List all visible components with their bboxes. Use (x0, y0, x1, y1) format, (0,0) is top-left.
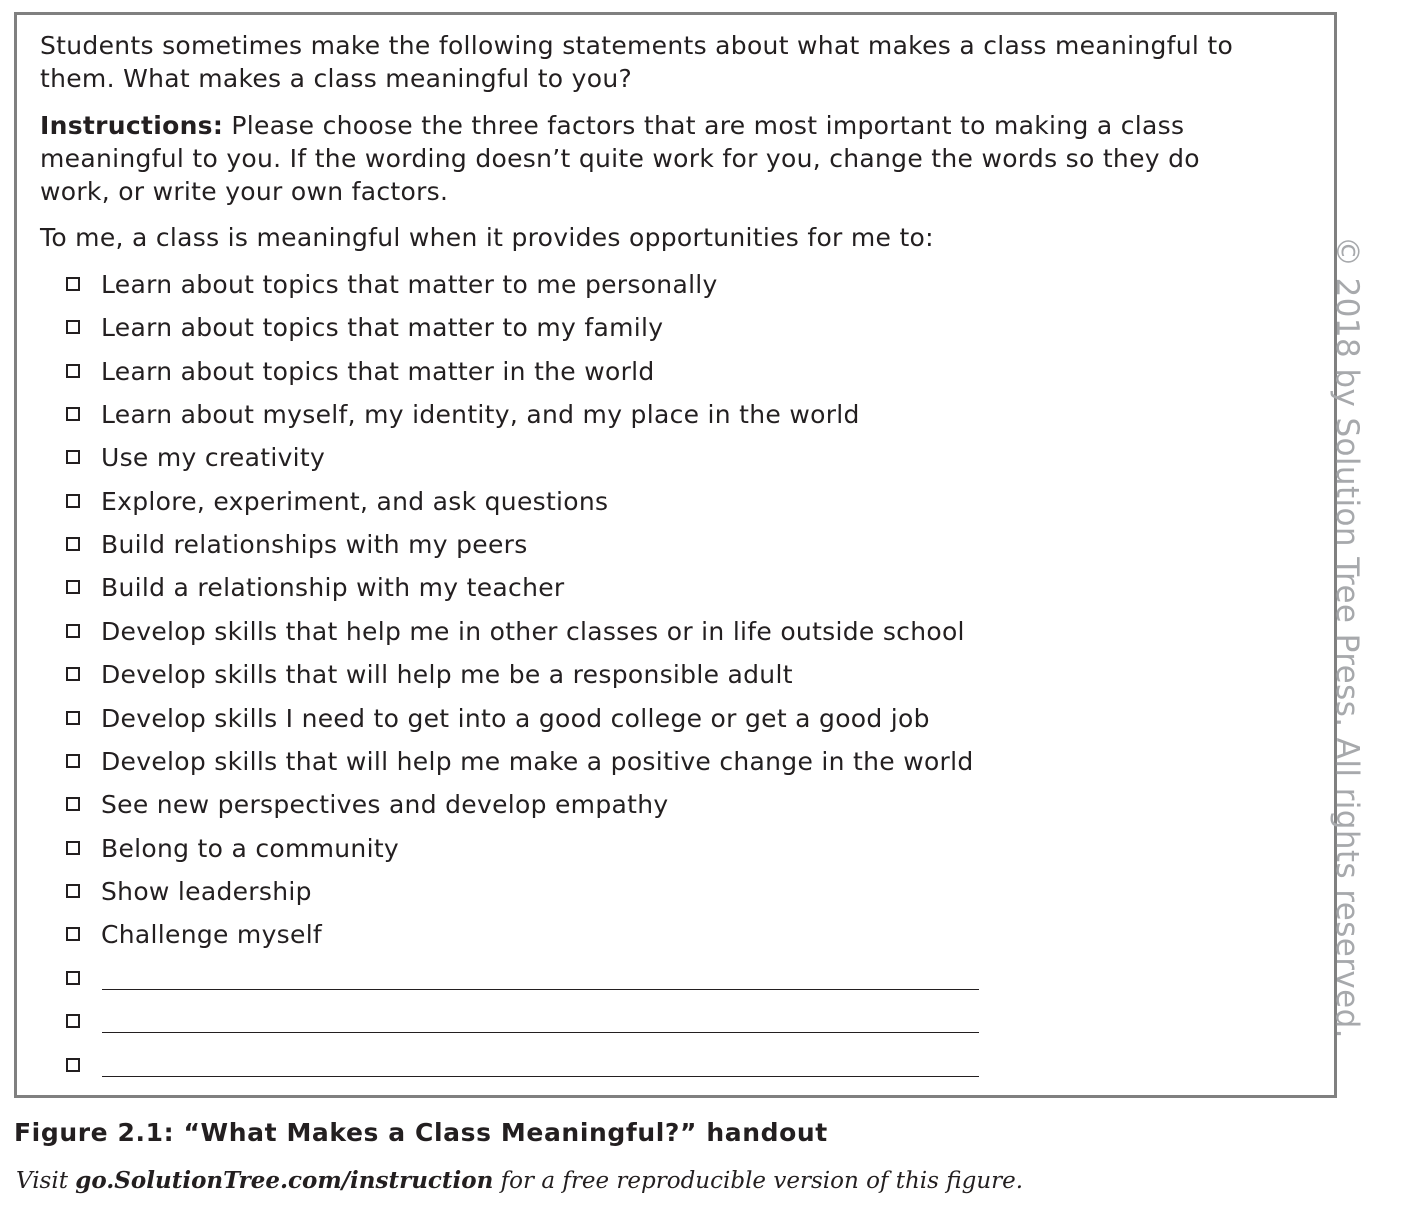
checklist-item[interactable] (66, 572, 565, 602)
checkbox[interactable] (66, 580, 80, 594)
checkbox[interactable] (66, 407, 80, 421)
checkbox[interactable] (66, 797, 80, 811)
checkbox[interactable] (66, 711, 80, 725)
checkbox[interactable] (66, 320, 80, 334)
checkbox[interactable] (66, 537, 80, 551)
checklist-item-label: Develop skills that will help me be a responsible adult (101, 659, 793, 689)
checklist-item-label: Learn about topics that matter to me personally (101, 269, 718, 299)
footer-note (16, 1167, 1023, 1194)
checklist-item[interactable] (66, 876, 312, 906)
checkbox[interactable] (66, 1014, 80, 1028)
checklist-item[interactable] (66, 789, 668, 819)
checklist-item-label: Use my creativity (101, 442, 326, 472)
checklist-item-label: Challenge myself (101, 919, 323, 949)
checklist-item-label: Develop skills that help me in other classes or in life outside school (101, 616, 965, 646)
checklist-item-label: See new perspectives and develop empathy (101, 789, 669, 819)
intro-line-2: them. What makes a class meaningful to you? (40, 64, 633, 93)
checklist-item[interactable] (66, 356, 655, 386)
checklist-item[interactable] (66, 659, 793, 689)
checkbox[interactable] (66, 450, 80, 464)
checklist-item-label: Show leadership (101, 876, 312, 906)
checkbox[interactable] (66, 841, 80, 855)
checklist-item[interactable] (66, 269, 718, 299)
checklist-item-label: Build a relationship with my teacher (101, 572, 565, 602)
intro-text (40, 29, 1280, 95)
checklist-item-label: Explore, experiment, and ask questions (101, 486, 609, 516)
checklist-item[interactable] (66, 919, 322, 949)
checkbox[interactable] (66, 494, 80, 508)
checkbox[interactable] (66, 624, 80, 638)
checklist-item[interactable] (66, 442, 325, 472)
checklist-item[interactable] (66, 486, 608, 516)
checklist-item[interactable] (66, 399, 860, 429)
write-in-line[interactable] (102, 1076, 979, 1077)
checkbox[interactable] (66, 971, 80, 985)
checklist-item[interactable] (66, 703, 930, 733)
checkbox[interactable] (66, 754, 80, 768)
lead-in-text: To me, a class is meaningful when it provides opportunities for me to: (40, 223, 934, 252)
write-in-line[interactable] (102, 989, 979, 990)
checkbox[interactable] (66, 364, 80, 378)
checklist-item-label: Learn about topics that matter to my family (101, 312, 664, 342)
checkbox[interactable] (66, 884, 80, 898)
write-in-line[interactable] (102, 1032, 979, 1033)
blank-checklist-item[interactable] (66, 963, 80, 993)
blank-checklist-item[interactable] (66, 1050, 80, 1080)
instructions-line-2: meaningful to you. If the wording doesn’t quite work for you, change the words so they do (40, 144, 1200, 173)
checklist-item[interactable] (66, 833, 399, 863)
checklist-item-label: Develop skills that will help me make a positive change in the world (101, 746, 974, 776)
checklist-item[interactable] (66, 616, 965, 646)
checkbox[interactable] (66, 927, 80, 941)
checklist-item[interactable] (66, 746, 974, 776)
footer-prefix: Visit (16, 1168, 76, 1194)
footer-suffix: for a free reproducible version of this figure. (493, 1168, 1024, 1194)
footer-link[interactable]: go.SolutionTree.com/instruction (75, 1167, 494, 1194)
checklist-item-label: Develop skills I need to get into a good college or get a good job (101, 703, 930, 733)
checklist-item-label: Belong to a community (101, 833, 400, 863)
blank-checklist-item[interactable] (66, 1006, 80, 1036)
checkbox[interactable] (66, 1058, 80, 1072)
checkbox[interactable] (66, 667, 80, 681)
checklist-item[interactable] (66, 312, 663, 342)
instructions-line-3: work, or write your own factors. (40, 177, 449, 206)
instructions-text (40, 109, 1280, 208)
checklist-item-label: Learn about myself, my identity, and my place in the world (101, 399, 860, 429)
checkbox[interactable] (66, 277, 80, 291)
copyright-notice: © 2018 by Solution Tree Press. All rights reserved. (1329, 236, 1365, 1039)
checklist-item[interactable] (66, 529, 528, 559)
intro-line-1: Students sometimes make the following statements about what makes a class meaningful to (40, 31, 1234, 60)
instructions-line-1: Please choose the three factors that are most important to making a class (223, 111, 1185, 140)
checklist-item-label: Learn about topics that matter in the world (101, 356, 655, 386)
figure-caption: Figure 2.1: “What Makes a Class Meaningful?” handout (14, 1118, 828, 1147)
checklist-item-label: Build relationships with my peers (101, 529, 528, 559)
instructions-label: Instructions: (40, 111, 224, 140)
